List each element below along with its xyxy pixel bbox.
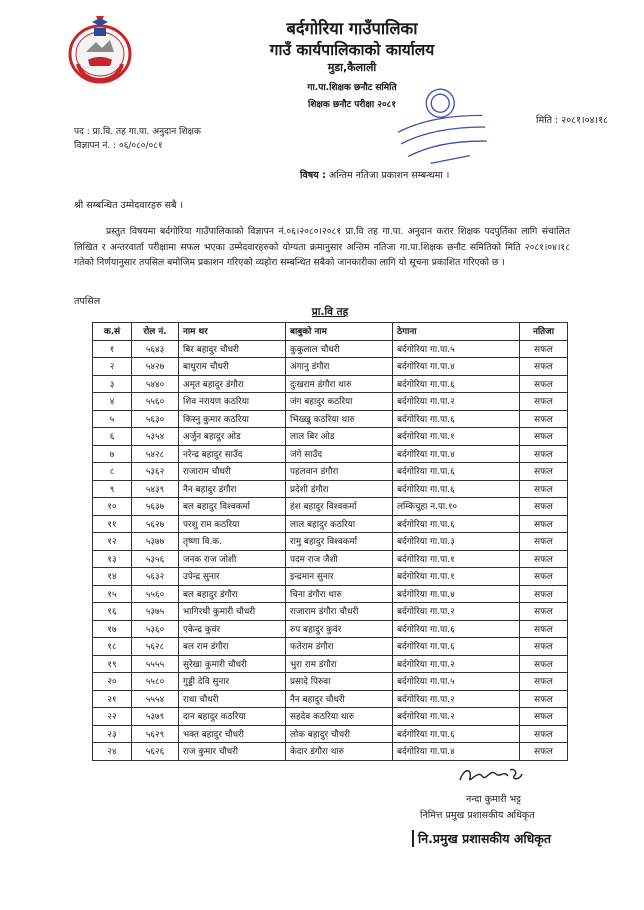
cell-result: सफल bbox=[520, 428, 568, 446]
cell-serial: १७ bbox=[93, 620, 132, 638]
cell-father: कुकुलाल चौधरी bbox=[286, 340, 393, 358]
cell-roll: ५३६२ bbox=[132, 463, 179, 481]
table-row bbox=[93, 708, 568, 726]
cell-roll: ५४२७ bbox=[132, 358, 179, 376]
cell-father: अंगानु डंगौरा bbox=[286, 358, 393, 376]
cell-roll: ५६२६ bbox=[132, 743, 179, 761]
cell-result: सफल bbox=[520, 533, 568, 551]
cell-father: पहलवान डंगौरा bbox=[286, 463, 393, 481]
cell-result: सफल bbox=[520, 603, 568, 621]
cell-father: रुप बहादुर कुवंर bbox=[286, 620, 393, 638]
cell-result: सफल bbox=[520, 463, 568, 481]
cell-result: सफल bbox=[520, 498, 568, 516]
cell-serial: ११ bbox=[93, 515, 132, 533]
cell-serial: ५ bbox=[93, 410, 132, 428]
subject-label: विषय : bbox=[300, 170, 326, 181]
cell-address: बर्दगोरिया गा.पा.६ bbox=[393, 725, 520, 743]
table-row bbox=[93, 568, 568, 586]
results-body bbox=[93, 340, 568, 760]
cell-serial: २० bbox=[93, 673, 132, 691]
cell-serial: २२ bbox=[93, 708, 132, 726]
cell-result: सफल bbox=[520, 445, 568, 463]
cell-serial: ७ bbox=[93, 445, 132, 463]
cell-address: लम्किचुहा न.पा.१० bbox=[393, 498, 520, 516]
cell-roll: ५६२७ bbox=[132, 515, 179, 533]
cell-address: बर्दगोरिया गा.पा.६ bbox=[393, 620, 520, 638]
col-address: ठेगाना bbox=[393, 323, 520, 341]
body-paragraph: प्रस्तुत विषयमा बर्दगोरिया गाउँपालिकाको विज्ञापन नं.०६।२०८०।२०८१ प्रा.वि तह गा.पा. अनुदान करार शिक्षक पदपुर्तिका लागि संचालित लिखित र अन्तरवार्ता परीक्षामा सफल भएका उम्मेदवारहरुको योग्यता क्रमानुसार अन्तिम नतिजा गा.पा.शिक्षक छनौट समितिको मिति २०८१।०४।१८ गतेको निर्णयानुसार तपसिल बमोजिम प्रकाशन गरिएको व्यहोरा सम्बन्धित सबैको जानकारीका लागि यो सूचना प्रकाशित गरिएको छ । bbox=[74, 226, 570, 268]
salutation: श्री सम्बन्धित उम्मेदवारहरु सबै । bbox=[74, 200, 184, 211]
cell-name: बल बहादुर डंगौरा bbox=[179, 585, 286, 603]
subject-text: अन्तिम नतिजा प्रकाशन सम्बन्धमा । bbox=[328, 170, 450, 181]
cell-father: लाल बिर ओड bbox=[286, 428, 393, 446]
cell-result: सफल bbox=[520, 480, 568, 498]
cell-serial: २ bbox=[93, 358, 132, 376]
cell-address: बर्दगोरिया गा.पा.६ bbox=[393, 410, 520, 428]
cell-serial: १० bbox=[93, 498, 132, 516]
cell-name: भक्त बहादुर चौधरी bbox=[179, 725, 286, 743]
cell-address: बर्दगोरिया गा.पा.१ bbox=[393, 428, 520, 446]
cell-father: पदम राज जैशी bbox=[286, 550, 393, 568]
cell-result: सफल bbox=[520, 515, 568, 533]
cell-serial: १३ bbox=[93, 550, 132, 568]
cell-serial: २३ bbox=[93, 725, 132, 743]
cell-father: लाल बहादुर कठरिया bbox=[286, 515, 393, 533]
cell-roll: ५६२९ bbox=[132, 725, 179, 743]
cell-name: गुड्डी देवि सुनार bbox=[179, 673, 286, 691]
cell-result: सफल bbox=[520, 375, 568, 393]
cell-result: सफल bbox=[520, 410, 568, 428]
cell-name: एकेन्द्र कुवंर bbox=[179, 620, 286, 638]
post-reference: पद : प्रा.वि. तह गा.पा. अनुदान शिक्षक bbox=[74, 127, 201, 137]
cell-name: दान बहादुर कठरिया bbox=[179, 708, 286, 726]
cell-roll: ५६३० bbox=[132, 410, 179, 428]
office-name: गाउँ कार्यपालिकाको कार्यालय bbox=[269, 41, 435, 59]
cell-address: बर्दगोरिया गा.पा.४ bbox=[393, 585, 520, 603]
table-row bbox=[93, 638, 568, 656]
cell-father: लोक बहादुर चौधरी bbox=[286, 725, 393, 743]
table-row bbox=[93, 673, 568, 691]
signature-icon bbox=[456, 762, 526, 788]
cell-roll: ५६२८ bbox=[132, 638, 179, 656]
col-name: नाम थर bbox=[179, 323, 286, 341]
table-row bbox=[93, 340, 568, 358]
cell-father: भिख्खु कठरिया थारु bbox=[286, 410, 393, 428]
table-row bbox=[93, 725, 568, 743]
cell-roll: ५५६० bbox=[132, 393, 179, 411]
cell-address: बर्दगोरिया गा.पा.६ bbox=[393, 480, 520, 498]
cell-father: फतेराम डंगौरा bbox=[286, 638, 393, 656]
cell-serial: १४ bbox=[93, 568, 132, 586]
cell-result: सफल bbox=[520, 673, 568, 691]
cell-result: सफल bbox=[520, 638, 568, 656]
cell-name: सुरेखा कुमारी चौधरी bbox=[179, 655, 286, 673]
cell-serial: ८ bbox=[93, 463, 132, 481]
cell-roll: ५३७९ bbox=[132, 708, 179, 726]
cell-address: बर्दगोरिया गा.पा.४ bbox=[393, 445, 520, 463]
cell-roll: ५४४० bbox=[132, 375, 179, 393]
cell-result: सफल bbox=[520, 655, 568, 673]
cell-roll: ५३७७ bbox=[132, 533, 179, 551]
table-row bbox=[93, 655, 568, 673]
cell-address: बर्दगोरिया गा.पा.२ bbox=[393, 393, 520, 411]
col-roll: रोल नं. bbox=[132, 323, 179, 341]
cell-name: उपेन्द्र सुनार bbox=[179, 568, 286, 586]
table-row bbox=[93, 585, 568, 603]
cell-result: सफल bbox=[520, 568, 568, 586]
cell-name: नैन बहादुर डंगौरा bbox=[179, 480, 286, 498]
cell-address: बर्दगोरिया गा.पा.५ bbox=[393, 340, 520, 358]
cell-roll: ५६३२ bbox=[132, 568, 179, 586]
cell-name: बल बहादुर विश्वकर्मा bbox=[179, 498, 286, 516]
cell-name: नरेन्द्र बहादुर साउँद bbox=[179, 445, 286, 463]
cell-father: राजाराम डंगौरा चौधरी bbox=[286, 603, 393, 621]
details-label: तपसिल bbox=[74, 296, 101, 307]
cell-name: जनक राज जोशी bbox=[179, 550, 286, 568]
table-row bbox=[93, 463, 568, 481]
cell-roll: ५६४३ bbox=[132, 340, 179, 358]
table-header-row bbox=[93, 323, 568, 341]
cell-serial: १५ bbox=[93, 585, 132, 603]
cell-father: प्रदेशी डंगौरा bbox=[286, 480, 393, 498]
cell-father: जंग बहादुर कठरिया bbox=[286, 393, 393, 411]
office-stamp-icon bbox=[392, 82, 488, 172]
cell-address: बर्दगोरिया गा.पा.४ bbox=[393, 358, 520, 376]
cell-father: प्रसादे पिरुवा bbox=[286, 673, 393, 691]
cell-address: बर्दगोरिया गा.पा.२ bbox=[393, 690, 520, 708]
cell-address: बर्दगोरिया गा.पा.४ bbox=[393, 743, 520, 761]
cell-address: बर्दगोरिया गा.पा.२ bbox=[393, 708, 520, 726]
cell-result: सफल bbox=[520, 690, 568, 708]
cell-roll: ५३५६ bbox=[132, 550, 179, 568]
table-row bbox=[93, 743, 568, 761]
cell-roll: ५५८० bbox=[132, 673, 179, 691]
table-row bbox=[93, 358, 568, 376]
subject-line bbox=[300, 168, 449, 181]
cell-father: भुरा राम डंगौरा bbox=[286, 655, 393, 673]
cell-result: सफल bbox=[520, 620, 568, 638]
issue-date: मिति : २०८१।०४।१८ bbox=[536, 115, 608, 126]
table-row bbox=[93, 428, 568, 446]
table-row bbox=[93, 550, 568, 568]
cell-address: बर्दगोरिया गा.पा.१ bbox=[393, 550, 520, 568]
cell-father: चिना डंगौरा थारु bbox=[286, 585, 393, 603]
results-table bbox=[92, 322, 568, 761]
cell-result: सफल bbox=[520, 708, 568, 726]
cell-result: सफल bbox=[520, 393, 568, 411]
cell-name: किस्नु कुमार कठरिया bbox=[179, 410, 286, 428]
cell-address: बर्दगोरिया गा.पा.६ bbox=[393, 515, 520, 533]
cell-roll: ५४३९ bbox=[132, 480, 179, 498]
cell-name: राजाराम चौधरी bbox=[179, 463, 286, 481]
cell-serial: १९ bbox=[93, 655, 132, 673]
cell-result: सफल bbox=[520, 743, 568, 761]
table-row bbox=[93, 393, 568, 411]
cell-name: शिव नरायण कठरिया bbox=[179, 393, 286, 411]
cell-roll: ५५५५ bbox=[132, 655, 179, 673]
cell-address: बर्दगोरिया गा.पा.६ bbox=[393, 375, 520, 393]
signatory-title: निमित्त प्रमुख प्रशासकीय अधिकृत bbox=[420, 810, 535, 821]
cell-result: सफल bbox=[520, 550, 568, 568]
table-row bbox=[93, 620, 568, 638]
cell-address: बर्दगोरिया गा.पा.६ bbox=[393, 463, 520, 481]
notice-number: विज्ञापन नं. : ०६/०८०/०८१ bbox=[74, 141, 163, 151]
cell-name: राज कुमार चौधरी bbox=[179, 743, 286, 761]
cell-name: बल राम डंगौरा bbox=[179, 638, 286, 656]
signatory-name: नन्दा कुमारी भट्ट bbox=[466, 794, 521, 805]
cell-roll: ५६३७ bbox=[132, 498, 179, 516]
cell-name: अमृत बहादुर डंगौरा bbox=[179, 375, 286, 393]
cell-serial: १२ bbox=[93, 533, 132, 551]
cell-serial: ४ bbox=[93, 393, 132, 411]
committee-name: गा.पा.शिक्षक छनौट समिति bbox=[307, 83, 397, 93]
cell-serial: १ bbox=[93, 340, 132, 358]
cell-name: बिर बहादुर चौधरी bbox=[179, 340, 286, 358]
table-row bbox=[93, 498, 568, 516]
cell-serial: ३ bbox=[93, 375, 132, 393]
cell-serial: २१ bbox=[93, 690, 132, 708]
cell-serial: १८ bbox=[93, 638, 132, 656]
table-caption: प्रा.वि तह bbox=[311, 306, 349, 318]
table-row bbox=[93, 603, 568, 621]
cell-father: सहदेव कठरिया थारु bbox=[286, 708, 393, 726]
cell-result: सफल bbox=[520, 340, 568, 358]
cell-father: हंश बहादुर विश्वकर्मा bbox=[286, 498, 393, 516]
cell-name: परशु राम कठरिया bbox=[179, 515, 286, 533]
cell-result: सफल bbox=[520, 725, 568, 743]
table-row bbox=[93, 533, 568, 551]
cell-father: रामु बहादुर विश्वकर्मा bbox=[286, 533, 393, 551]
office-address: मुडा,कैलाली bbox=[327, 61, 377, 74]
cell-name: भागिरथी कुमारी चौधरी bbox=[179, 603, 286, 621]
designation-stamp: नि.प्रमुख प्रशासकीय अधिकृत bbox=[412, 830, 551, 847]
cell-father: नैन बहादुर चौधरी bbox=[286, 690, 393, 708]
cell-address: बर्दगोरिया गा.पा.३ bbox=[393, 533, 520, 551]
cell-roll: ५३५४ bbox=[132, 428, 179, 446]
cell-address: बर्दगोरिया गा.पा.५ bbox=[393, 673, 520, 691]
cell-serial: ९ bbox=[93, 480, 132, 498]
cell-address: बर्दगोरिया गा.पा.२ bbox=[393, 603, 520, 621]
cell-address: बर्दगोरिया गा.पा.६ bbox=[393, 638, 520, 656]
cell-name: राधा चौधरी bbox=[179, 690, 286, 708]
table-row bbox=[93, 375, 568, 393]
cell-result: सफल bbox=[520, 585, 568, 603]
cell-serial: २४ bbox=[93, 743, 132, 761]
cell-roll: ५४२८ bbox=[132, 445, 179, 463]
cell-father: दुःखराम डंगौरा थारु bbox=[286, 375, 393, 393]
table-row bbox=[93, 515, 568, 533]
table-row bbox=[93, 445, 568, 463]
cell-roll: ५५५४ bbox=[132, 690, 179, 708]
cell-name: अर्जुन बहादुर ओड bbox=[179, 428, 286, 446]
cell-name: बाधुराम चौधरी bbox=[179, 358, 286, 376]
cell-father: इन्द्रमान सुनार bbox=[286, 568, 393, 586]
col-serial: क.सं bbox=[93, 323, 132, 341]
cell-serial: १६ bbox=[93, 603, 132, 621]
exam-title: शिक्षक छनौट परीक्षा २०८१ bbox=[307, 100, 396, 110]
cell-roll: ५५६० bbox=[132, 585, 179, 603]
municipality-name: बर्दगोरिया गाउँपालिका bbox=[286, 19, 418, 38]
cell-address: बर्दगोरिया गा.पा.२ bbox=[393, 655, 520, 673]
cell-father: जंगे साउँद bbox=[286, 445, 393, 463]
cell-name: तृष्णा वि.क. bbox=[179, 533, 286, 551]
table-row bbox=[93, 690, 568, 708]
table-row bbox=[93, 480, 568, 498]
cell-roll: ५३७५ bbox=[132, 603, 179, 621]
col-result: नतिजा bbox=[520, 323, 568, 341]
cell-father: केदार डंगौरा थारु bbox=[286, 743, 393, 761]
cell-serial: ६ bbox=[93, 428, 132, 446]
cell-roll: ५३६० bbox=[132, 620, 179, 638]
col-father: बाबुको नाम bbox=[286, 323, 393, 341]
table-row bbox=[93, 410, 568, 428]
cell-result: सफल bbox=[520, 358, 568, 376]
cell-address: बर्दगोरिया गा.पा.१ bbox=[393, 568, 520, 586]
